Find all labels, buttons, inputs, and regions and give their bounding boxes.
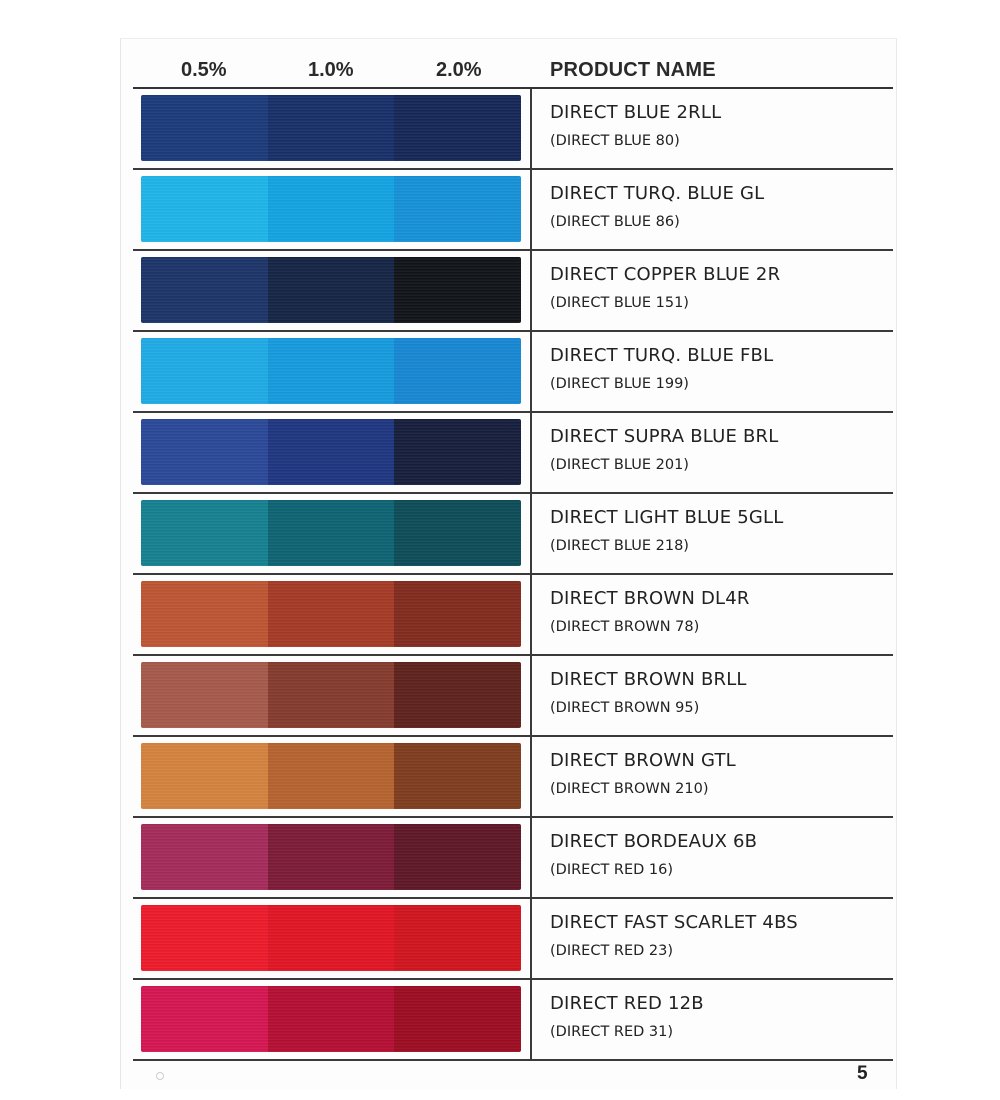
table-row: [133, 494, 893, 575]
colour-index-name: (DIRECT RED 31): [550, 1024, 674, 1040]
product-name: DIRECT BORDEAUX 6B: [550, 831, 758, 852]
color-swatch-strip: [141, 95, 521, 161]
swatch-1-0-percent: [268, 419, 395, 485]
colour-index-name: (DIRECT BLUE 218): [550, 538, 689, 554]
swatch-2-0-percent: [394, 176, 521, 242]
product-name: DIRECT LIGHT BLUE 5GLL: [550, 507, 784, 528]
swatch-2-0-percent: [394, 905, 521, 971]
color-swatch-strip: [141, 338, 521, 404]
color-swatch-strip: [141, 581, 521, 647]
colour-index-name: (DIRECT BROWN 78): [550, 619, 700, 635]
colour-index-name: (DIRECT RED 23): [550, 943, 674, 959]
table-row: [133, 251, 893, 332]
color-swatch-strip: [141, 257, 521, 323]
header-concentration-2: 1.0%: [308, 59, 354, 81]
swatch-2-0-percent: [394, 338, 521, 404]
swatch-2-0-percent: [394, 95, 521, 161]
swatch-1-0-percent: [268, 581, 395, 647]
product-name: DIRECT FAST SCARLET 4BS: [550, 912, 798, 933]
colour-index-name: (DIRECT RED 16): [550, 862, 674, 878]
table-row: [133, 818, 893, 899]
table-row: [133, 413, 893, 494]
swatch-0-5-percent: [141, 95, 268, 161]
product-name: DIRECT BLUE 2RLL: [550, 102, 722, 123]
table-row: [133, 737, 893, 818]
swatch-1-0-percent: [268, 662, 395, 728]
product-name: DIRECT TURQ. BLUE GL: [550, 183, 765, 204]
swatch-1-0-percent: [268, 905, 395, 971]
swatch-1-0-percent: [268, 176, 395, 242]
header-concentration-1: 0.5%: [181, 59, 227, 81]
swatch-1-0-percent: [268, 338, 395, 404]
color-swatch-strip: [141, 824, 521, 890]
table-row: [133, 899, 893, 980]
table-body: [133, 89, 893, 1061]
swatch-0-5-percent: [141, 824, 268, 890]
swatch-0-5-percent: [141, 662, 268, 728]
color-swatch-strip: [141, 986, 521, 1052]
swatch-2-0-percent: [394, 743, 521, 809]
swatch-0-5-percent: [141, 986, 268, 1052]
swatch-0-5-percent: [141, 257, 268, 323]
product-name: DIRECT BROWN DL4R: [550, 588, 750, 609]
header-concentration-3: 2.0%: [436, 59, 482, 81]
product-name: DIRECT BROWN BRLL: [550, 669, 747, 690]
swatch-2-0-percent: [394, 986, 521, 1052]
swatch-2-0-percent: [394, 581, 521, 647]
swatch-1-0-percent: [268, 986, 395, 1052]
product-name: DIRECT TURQ. BLUE FBL: [550, 345, 774, 366]
swatch-1-0-percent: [268, 257, 395, 323]
color-swatch-strip: [141, 743, 521, 809]
table-row: [133, 575, 893, 656]
swatch-0-5-percent: [141, 338, 268, 404]
table-header: [133, 55, 893, 89]
color-swatch-strip: [141, 662, 521, 728]
product-name: DIRECT BROWN GTL: [550, 750, 736, 771]
colour-index-name: (DIRECT BLUE 199): [550, 376, 689, 392]
swatch-1-0-percent: [268, 500, 395, 566]
swatch-2-0-percent: [394, 500, 521, 566]
colour-index-name: (DIRECT BLUE 151): [550, 295, 689, 311]
table-row: [133, 89, 893, 170]
swatch-2-0-percent: [394, 662, 521, 728]
swatch-0-5-percent: [141, 905, 268, 971]
color-swatch-strip: [141, 176, 521, 242]
swatch-2-0-percent: [394, 257, 521, 323]
color-swatch-strip: [141, 500, 521, 566]
product-name: DIRECT RED 12B: [550, 993, 704, 1014]
table-row: [133, 980, 893, 1061]
product-name: DIRECT COPPER BLUE 2R: [550, 264, 781, 285]
swatch-2-0-percent: [394, 419, 521, 485]
colour-index-name: (DIRECT BLUE 201): [550, 457, 689, 473]
swatch-1-0-percent: [268, 743, 395, 809]
swatch-0-5-percent: [141, 743, 268, 809]
table-row: [133, 170, 893, 251]
color-swatch-strip: [141, 905, 521, 971]
colour-index-name: (DIRECT BLUE 86): [550, 214, 680, 230]
table-row: [133, 656, 893, 737]
swatch-2-0-percent: [394, 824, 521, 890]
header-product-name: PRODUCT NAME: [550, 59, 716, 81]
colour-index-name: (DIRECT BROWN 95): [550, 700, 700, 716]
swatch-0-5-percent: [141, 176, 268, 242]
swatch-0-5-percent: [141, 500, 268, 566]
swatch-1-0-percent: [268, 95, 395, 161]
page-number: 5: [857, 1063, 868, 1084]
colour-index-name: (DIRECT BROWN 210): [550, 781, 709, 797]
shade-card-table: [133, 55, 893, 1061]
product-name: DIRECT SUPRA BLUE BRL: [550, 426, 779, 447]
scan-mark: [156, 1072, 164, 1080]
colour-index-name: (DIRECT BLUE 80): [550, 133, 680, 149]
table-row: [133, 332, 893, 413]
swatch-1-0-percent: [268, 824, 395, 890]
swatch-0-5-percent: [141, 581, 268, 647]
color-swatch-strip: [141, 419, 521, 485]
swatch-0-5-percent: [141, 419, 268, 485]
